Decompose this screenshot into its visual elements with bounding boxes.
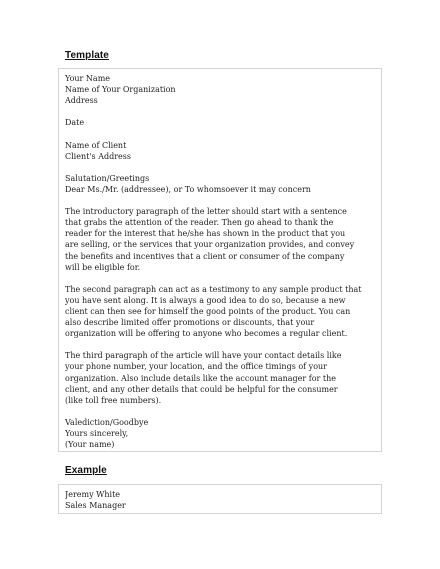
paragraph-line: will be eligible for. xyxy=(65,262,141,272)
paragraph-line: The third paragraph of the article will have your contact details like xyxy=(65,351,342,361)
paragraph-3 xyxy=(65,350,375,405)
paragraph-line: client can then see for himself the good points of the product. You can xyxy=(65,306,351,316)
paragraph-line: organization will be offering to anyone who becomes a regular client. xyxy=(65,329,348,339)
example-name: Jeremy White xyxy=(65,490,121,499)
client-address: Client's Address xyxy=(65,151,131,161)
template-heading: Template xyxy=(65,50,109,61)
paragraph-line: you have sent along. It is always a good idea to do so, because a new xyxy=(65,295,346,305)
client-name: Name of Client xyxy=(65,140,127,150)
paragraph-line: that grabs the attention of the reader. Then go ahead to thank the xyxy=(65,218,334,228)
example-box xyxy=(58,484,382,514)
signature-name: (Your name) xyxy=(65,440,115,450)
paragraph-line: reader for the interest that he/she has shown in the product that you xyxy=(65,229,346,239)
example-title: Sales Manager xyxy=(65,501,126,511)
paragraph-2 xyxy=(65,284,375,339)
paragraph-line: also describe limited offer promotions or discounts, that your xyxy=(65,318,315,328)
sender-organization: Name of Your Organization xyxy=(65,85,176,95)
paragraph-line: your phone number, your location, and the office timings of your xyxy=(65,362,327,372)
template-box xyxy=(58,68,382,452)
valediction-label: Valediction/Goodbye xyxy=(65,417,149,427)
paragraph-line: The introductory paragraph of the letter should start with a sentence xyxy=(65,207,347,217)
closing-line: Yours sincerely, xyxy=(65,429,129,438)
paragraph-line: organization. Also include details like the account manager for the xyxy=(65,373,337,383)
salutation-line: Dear Ms./Mr. (addressee), or To whomsoever it may concern xyxy=(65,184,311,194)
letter-date: Date xyxy=(65,118,85,128)
paragraph-line: are selling, or the services that your organization provides, and convey xyxy=(65,240,355,250)
sender-address: Address xyxy=(65,96,98,106)
paragraph-line: the benefits and incentives that a client or consumer of the company xyxy=(65,251,345,261)
paragraph-line: The second paragraph can act as a testimony to any sample product that xyxy=(65,284,362,294)
sender-name: Your Name xyxy=(65,74,111,83)
paragraph-line: (like toll free numbers). xyxy=(65,395,162,405)
paragraph-line: client, and any other details that could be helpful for the consumer xyxy=(65,384,338,394)
paragraph-1 xyxy=(65,206,375,273)
example-heading: Example xyxy=(65,465,107,476)
salutation-label: Salutation/Greetings xyxy=(65,173,150,183)
